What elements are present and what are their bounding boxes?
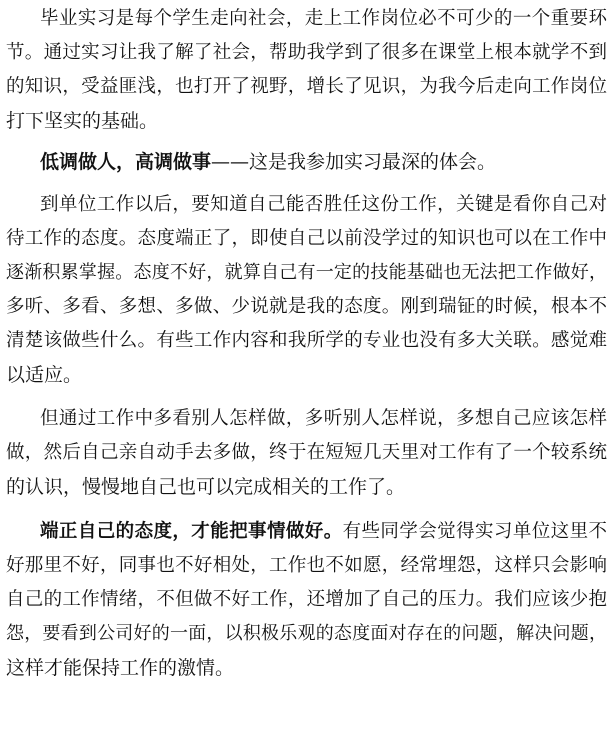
paragraph-4-line-3: 的认识，慢慢地自己也可以完成相关的工作了。 <box>6 476 406 498</box>
paragraph-1-line-2: 节。通过实习让我了解了社会，帮助我学到了很多在课堂上根本就学不到 <box>6 42 607 63</box>
paragraph-5-text: 有些同学会觉得实习单位这里不 <box>342 521 607 542</box>
paragraph-5-line-1 <box>0 515 615 549</box>
paragraph-1-line-4: 打下坚实的基础。 <box>6 110 159 132</box>
paragraph-3-line-4: 多听、多看、多想、多做、少说就是我的态度。刚到瑞钲的时候，根本不 <box>6 296 607 317</box>
paragraph-4-line-2: 做，然后自己亲自动手去多做，终于在短短几天里对工作有了一个较系统 <box>6 442 607 463</box>
paragraph-5-line-4: 怨，要看到公司好的一面，以积极乐观的态度面对存在的问题，解决问题， <box>6 623 607 644</box>
paragraph-2-line-1 <box>0 145 615 179</box>
paragraph-3-line-1: 到单位工作以后，要知道自己能否胜任这份工作，关键是看你自己对 <box>40 194 607 215</box>
paragraph-3-line-3: 逐渐积累掌握。态度不好，就算自己有一定的技能基础也无法把工作做好， <box>6 262 607 283</box>
paragraph-5-line-5: 这样才能保持工作的激情。 <box>6 657 235 679</box>
paragraph-3-line-6: 以适应。 <box>6 364 83 386</box>
paragraph-1-line-1: 毕业实习是每个学生走向社会，走上工作岗位必不可少的一个重要环 <box>40 8 607 29</box>
paragraph-3-line-5: 清楚该做些什么。有些工作内容和我所学的专业也没有多大关联。感觉难 <box>6 330 607 351</box>
paragraph-5-line-2: 好那里不好，同事也不好相处，工作也不如愿，经常埋怨，这样只会影响 <box>6 555 607 576</box>
paragraph-2-text: ——这是我参加实习最深的体会。 <box>211 151 497 173</box>
paragraph-5-line-3: 自己的工作情绪，不但做不好工作，还增加了自己的压力。我们应该少抱 <box>6 589 607 610</box>
paragraph-5-bold-lead: 端正自己的态度，才能把事情做好。 <box>40 521 343 542</box>
paragraph-3-line-2: 待工作的态度。态度端正了，即使自己以前没学过的知识也可以在工作中 <box>6 228 607 249</box>
paragraph-4-line-1: 但通过工作中多看别人怎样做，多听别人怎样说，多想自己应该怎样 <box>40 408 607 429</box>
paragraph-2-bold-lead: 低调做人，高调做事 <box>40 151 212 173</box>
paragraph-1-line-3: 的知识，受益匪浅，也打开了视野，增长了见识，为我今后走向工作岗位 <box>6 76 607 97</box>
